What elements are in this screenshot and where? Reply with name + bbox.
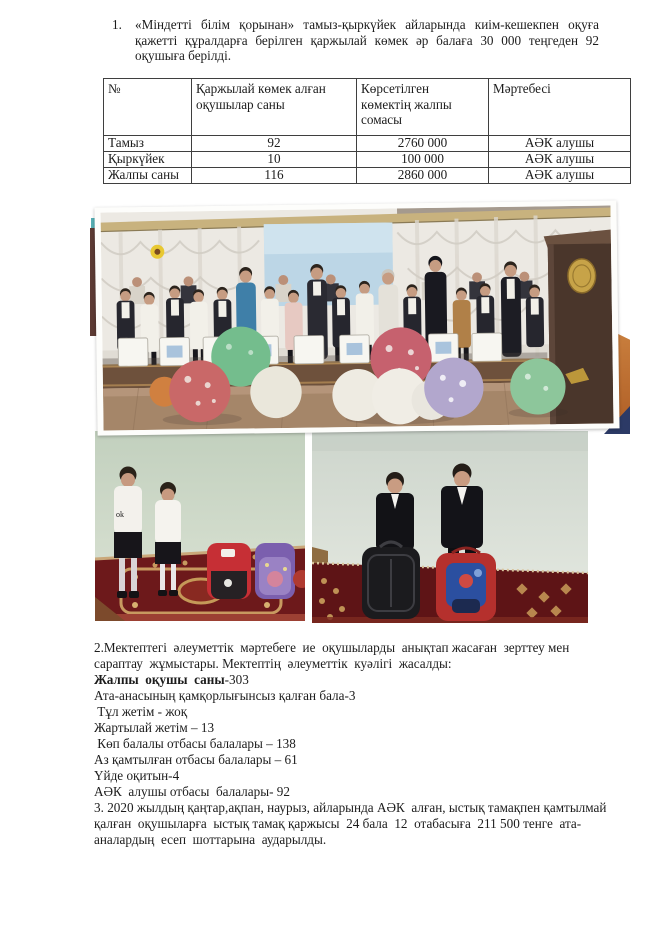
cell-students: 92 [192,136,357,152]
cell-month: Қыркүйек [104,152,192,168]
header-cell-number: № [104,79,192,136]
paragraph-1-text: «Міндетті білім қорынан» тамыз-қыркүйек айларында киім-кешекпен оқуға қажетті құралдарға берілген қаржылай көмек әр балаға 30 000 теңгеден 92 оқушыға берілді. [135,17,599,64]
cell-sum: 2860 000 [357,168,489,184]
stat-line-aek-families: АӘК алушы отбасы балалары- 92 [94,784,290,799]
cell-status: АӘК алушы [489,136,631,152]
total-students-line [94,672,607,688]
cell-status: АӘК алушы [489,152,631,168]
header-cell-status: Мәртебесі [489,79,631,136]
boys-photo [312,431,588,623]
stat-line-home-schooled: Үйде оқитын-4 [94,768,180,783]
section-2 [94,640,614,848]
stat-line-large-families: Көп балалы отбасы балалары – 138 [94,736,296,751]
financial-aid-table [103,78,631,184]
cell-sum: 100 000 [357,152,489,168]
stat-line-full-orphan: Тұл жетім - жоқ [94,704,188,719]
shirt-text: ok [116,510,124,519]
cell-students: 116 [192,168,357,184]
section-2-intro: 2.Мектептегі әлеуметтік мәртебеге ие оқушыларды анықтап жасаған зерттеу мен сараптау жұмыстары. Мектептің әлеуметтік куәлігі жасалды: [94,640,573,671]
table-row-total [104,168,631,184]
paragraph-3: 3. 2020 жылдың қаңтар,ақпан, наурыз, айларында АӘК алған, ыстық тамақпен қамтылмай қалған оқушыларға ыстық тамақ қаржысы 24 бала 12 отабасыға 211 500 тенге ата-аналардың есеп шоттарына аударылды. [94,800,614,847]
photo-print [94,200,619,435]
stat-line-orphan-care: Ата-анасының қамқорлығынсыз қалған бала-3 [94,688,356,703]
cell-sum: 2760 000 [357,136,489,152]
paragraph-1 [112,17,599,64]
total-students-label: Жалпы оқушы саны [94,672,225,687]
group-photo [90,202,630,434]
boys-photo-art [312,431,588,623]
table-row-august [104,136,631,152]
cell-students: 10 [192,152,357,168]
stat-line-low-income: Аз қамтылған отбасы балалары – 61 [94,752,298,767]
table-header-row [104,79,631,136]
cell-month: Жалпы саны [104,168,192,184]
group-photo-art [101,205,614,430]
list-number: 1. [112,17,122,32]
cell-month: Тамыз [104,136,192,152]
cell-status: АӘК алушы [489,168,631,184]
total-students-value: -303 [224,672,249,687]
girls-photo [95,431,305,621]
table-row-september [104,152,631,168]
stat-line-half-orphan: Жартылай жетім – 13 [94,720,215,735]
header-cell-total-sum: Көрсетілген көмектің жалпы сомасы [357,79,489,136]
girls-photo-art [95,431,305,621]
header-cell-students: Қаржылай көмек алған оқушылар саны [192,79,357,136]
